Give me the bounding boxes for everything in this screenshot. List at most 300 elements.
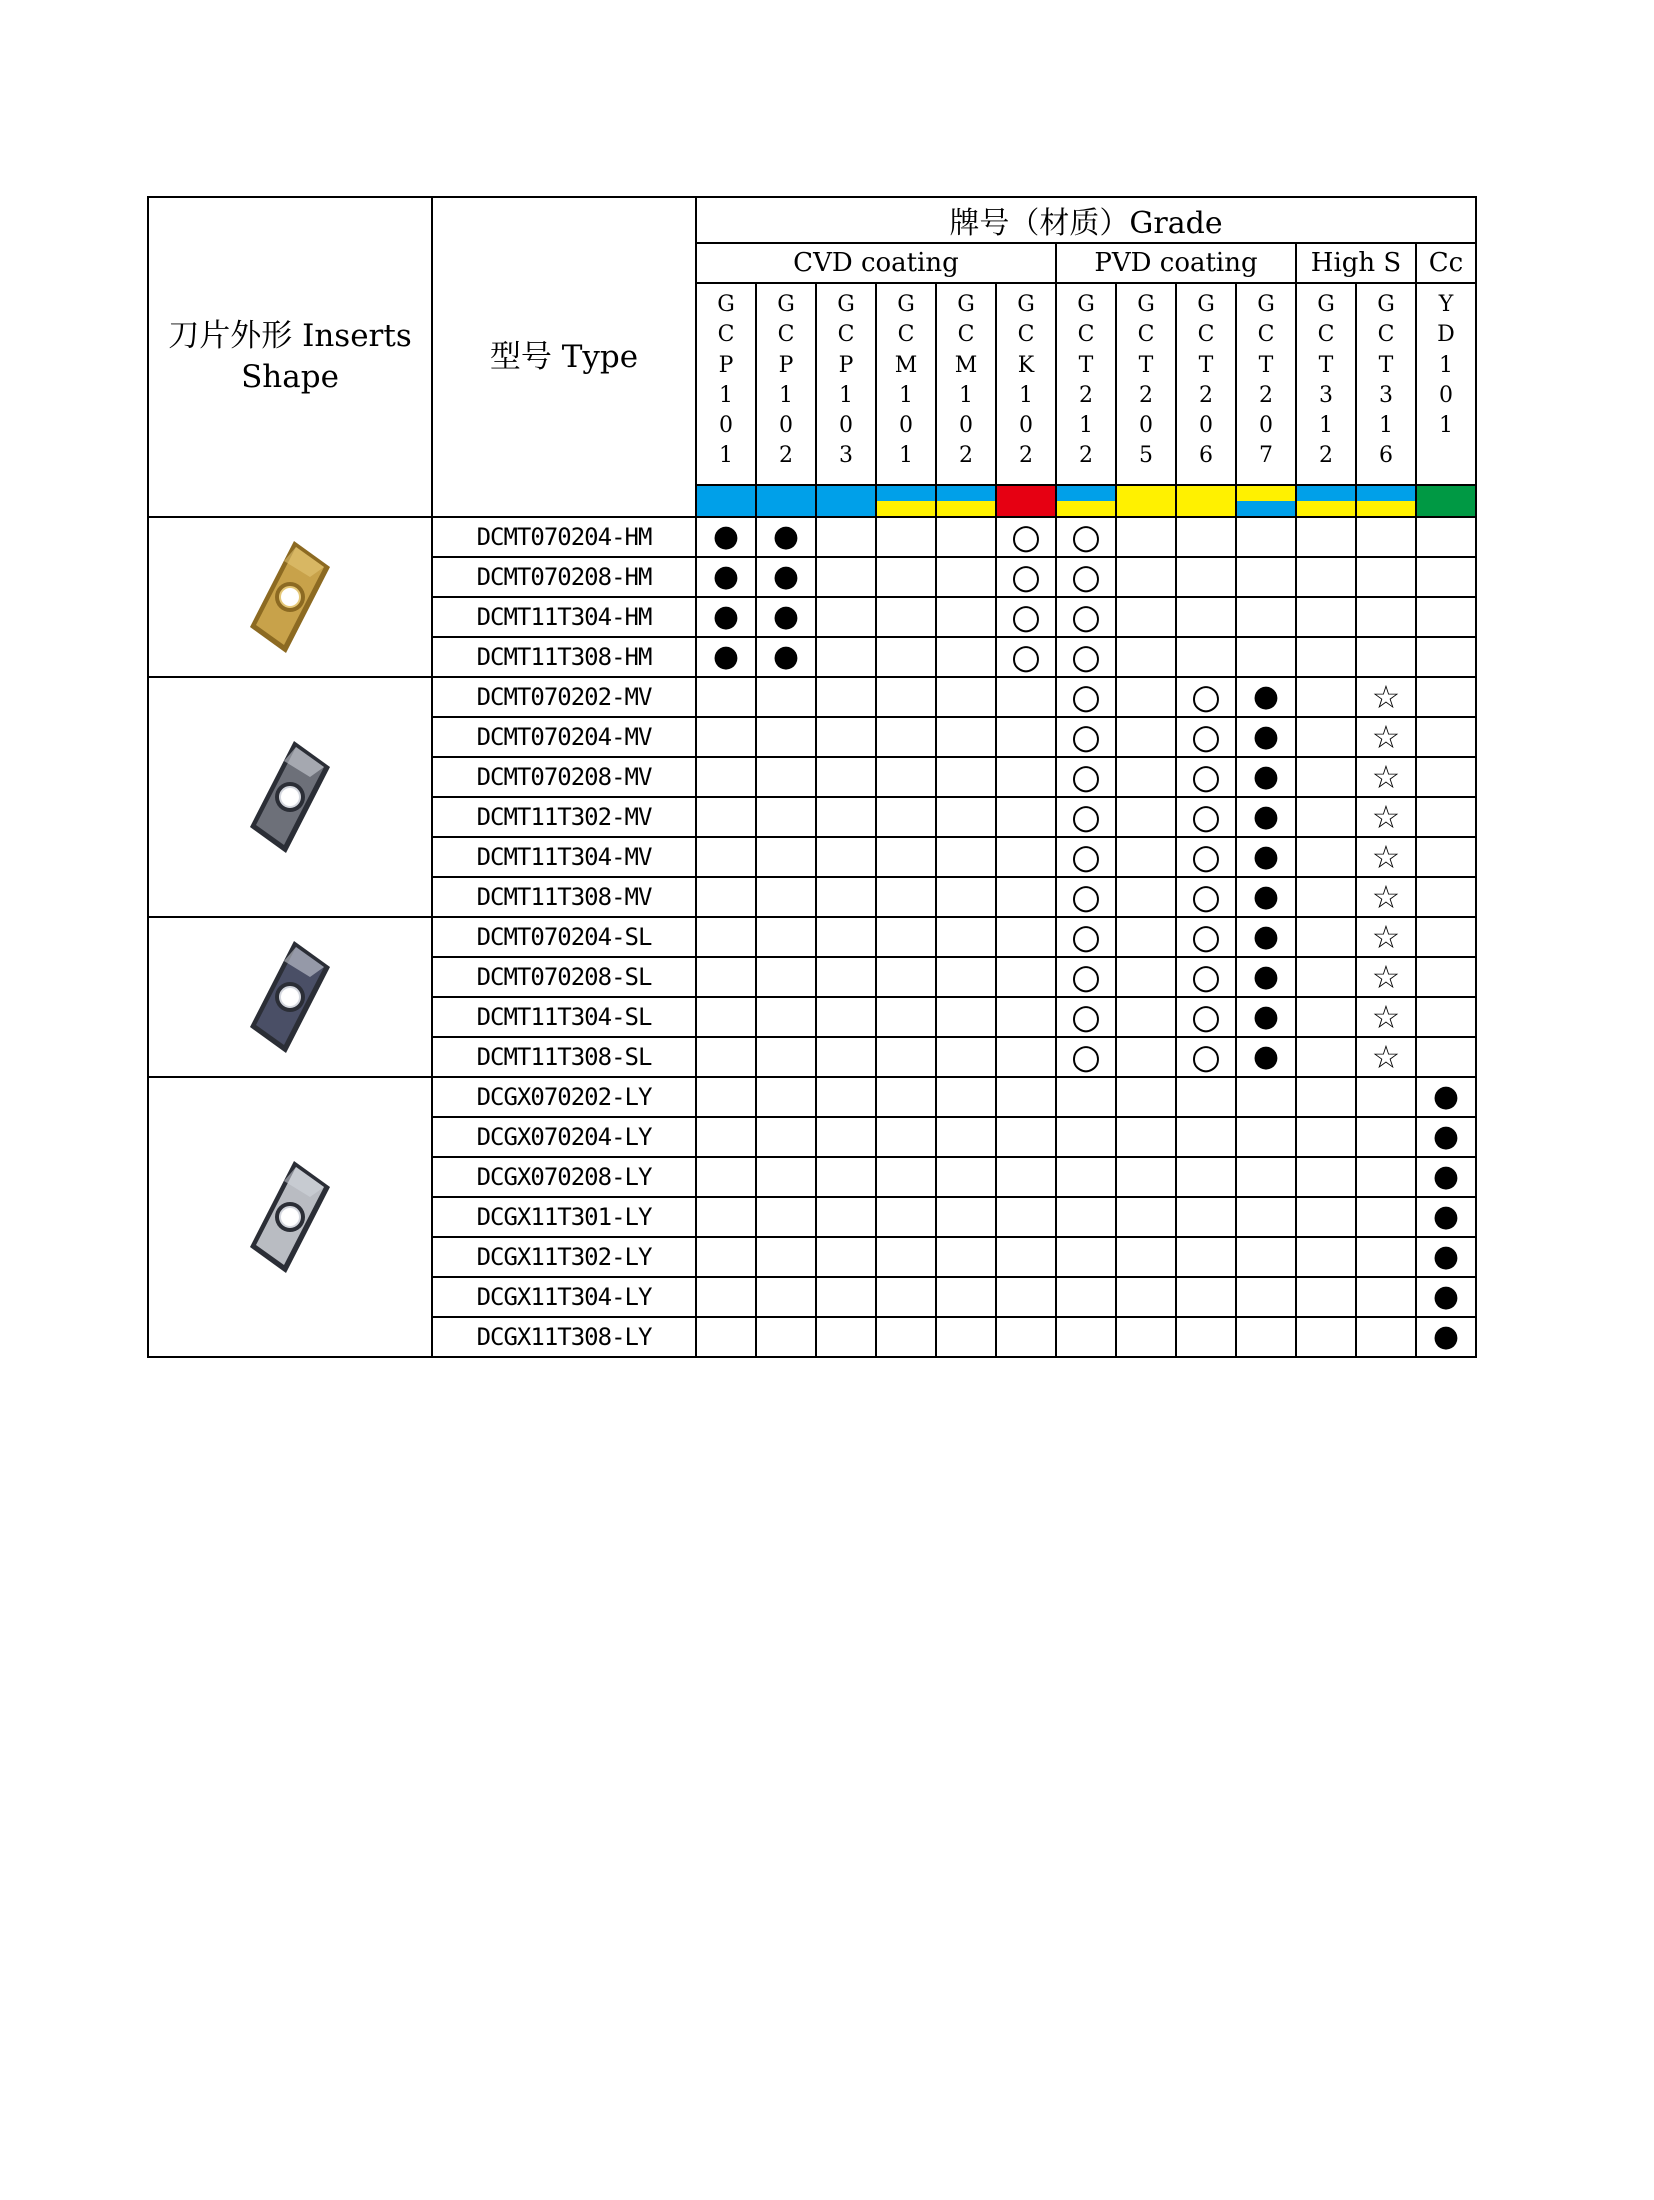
filled-circle-icon: ● xyxy=(712,599,740,634)
grade-cell-GCM101 xyxy=(876,1077,936,1117)
grade-cell-GCM101 xyxy=(876,997,936,1037)
grade-cell-GCK102 xyxy=(996,917,1056,957)
insert-type: DCGX11T308-LY xyxy=(432,1317,696,1357)
star-icon: ☆ xyxy=(1371,838,1401,876)
grade-code-GCK102 xyxy=(996,283,1056,485)
grade-cell-YD101 xyxy=(1416,1077,1476,1117)
grade-cell-GCT207 xyxy=(1236,1197,1296,1237)
insert-type: DCGX11T304-LY xyxy=(432,1277,696,1317)
grade-code-text: G C T 2 0 7 xyxy=(1257,292,1275,469)
grade-code-GCT207 xyxy=(1236,283,1296,485)
grade-cell-GCT207 xyxy=(1236,877,1296,917)
open-circle-icon: ○ xyxy=(1011,557,1041,597)
star-icon: ☆ xyxy=(1371,678,1401,716)
filled-circle-icon: ● xyxy=(1252,999,1280,1034)
open-circle-icon: ○ xyxy=(1191,677,1221,717)
grade-cell-GCT316 xyxy=(1356,1197,1416,1237)
grade-code-text: G C M 1 0 2 xyxy=(954,292,978,469)
grade-cell-GCP101 xyxy=(696,797,756,837)
grade-cell-YD101 xyxy=(1416,957,1476,997)
type-header: 型号 Type xyxy=(432,197,696,517)
grade-cell-GCT207 xyxy=(1236,757,1296,797)
grade-cell-GCP102 xyxy=(756,917,816,957)
grade-cell-GCT206 xyxy=(1176,997,1236,1037)
grade-cell-GCP101 xyxy=(696,917,756,957)
grade-cell-GCP103 xyxy=(816,1157,876,1197)
grade-cell-GCT206 xyxy=(1176,1317,1236,1357)
grade-cell-GCM101 xyxy=(876,837,936,877)
grade-cell-GCT312 xyxy=(1296,597,1356,637)
grade-cell-GCM101 xyxy=(876,677,936,717)
grade-color-bar xyxy=(1116,485,1176,517)
grade-cell-GCP102 xyxy=(756,677,816,717)
grade-cell-GCT312 xyxy=(1296,997,1356,1037)
grade-cell-GCP101 xyxy=(696,677,756,717)
grade-cell-GCM101 xyxy=(876,717,936,757)
open-circle-icon: ○ xyxy=(1071,717,1101,757)
open-circle-icon: ○ xyxy=(1011,597,1041,637)
grade-cell-GCT212 xyxy=(1056,597,1116,637)
grade-cell-GCT207 xyxy=(1236,797,1296,837)
grey-rhombic-insert-icon xyxy=(149,737,431,857)
grade-cell-GCT205 xyxy=(1116,717,1176,757)
grade-cell-GCT207 xyxy=(1236,957,1296,997)
star-icon: ☆ xyxy=(1371,998,1401,1036)
open-circle-icon: ○ xyxy=(1071,837,1101,877)
insert-type: DCGX070208-LY xyxy=(432,1157,696,1197)
grade-cell-GCT212 xyxy=(1056,1157,1116,1197)
grade-cell-YD101 xyxy=(1416,1157,1476,1197)
insert-type: DCMT11T308-HM xyxy=(432,637,696,677)
grade-cell-GCP102 xyxy=(756,1317,816,1357)
grade-code-GCP103 xyxy=(816,283,876,485)
grade-cell-GCM102 xyxy=(936,1317,996,1357)
open-circle-icon: ○ xyxy=(1011,637,1041,677)
filled-circle-icon: ● xyxy=(1252,759,1280,794)
grade-color-bar xyxy=(1176,485,1236,517)
shape-header-line-1: 刀片外形 Inserts xyxy=(168,318,412,354)
star-icon: ☆ xyxy=(1371,758,1401,796)
grade-cell-GCT316 xyxy=(1356,1157,1416,1197)
grade-cell-GCP103 xyxy=(816,1317,876,1357)
grade-cell-GCT205 xyxy=(1116,1237,1176,1277)
grade-cell-GCT207 xyxy=(1236,1117,1296,1157)
grade-cell-GCP102 xyxy=(756,637,816,677)
grade-cell-GCT207 xyxy=(1236,717,1296,757)
grade-cell-GCM102 xyxy=(936,1277,996,1317)
filled-circle-icon: ● xyxy=(1432,1279,1460,1314)
grade-cell-GCT206 xyxy=(1176,957,1236,997)
filled-circle-icon: ● xyxy=(1252,919,1280,954)
grade-cell-YD101 xyxy=(1416,557,1476,597)
grade-cell-GCP102 xyxy=(756,1077,816,1117)
insert-type: DCMT070208-MV xyxy=(432,757,696,797)
grade-cell-GCT312 xyxy=(1296,917,1356,957)
grade-code-text: G C T 2 0 6 xyxy=(1197,292,1215,469)
grade-cell-GCT212 xyxy=(1056,1197,1116,1237)
grade-cell-GCT312 xyxy=(1296,557,1356,597)
grade-cell-GCT205 xyxy=(1116,797,1176,837)
star-icon: ☆ xyxy=(1371,798,1401,836)
filled-circle-icon: ● xyxy=(712,639,740,674)
open-circle-icon: ○ xyxy=(1071,757,1101,797)
open-circle-icon: ○ xyxy=(1071,637,1101,677)
grade-cell-GCT206 xyxy=(1176,917,1236,957)
grade-cell-GCP102 xyxy=(756,1157,816,1197)
grade-cell-GCK102 xyxy=(996,677,1056,717)
grade-cell-GCP103 xyxy=(816,517,876,557)
grade-cell-GCT316 xyxy=(1356,997,1416,1037)
grade-cell-GCT205 xyxy=(1116,1197,1176,1237)
grade-cell-GCT312 xyxy=(1296,1077,1356,1117)
grade-cell-GCT206 xyxy=(1176,1117,1236,1157)
grade-cell-GCP103 xyxy=(816,957,876,997)
grade-cell-GCP102 xyxy=(756,837,816,877)
grade-cell-GCM102 xyxy=(936,877,996,917)
grade-code-GCT212 xyxy=(1056,283,1116,485)
insert-type: DCMT11T302-MV xyxy=(432,797,696,837)
grade-cell-GCP102 xyxy=(756,517,816,557)
grade-cell-GCP101 xyxy=(696,837,756,877)
grade-cell-GCT212 xyxy=(1056,717,1116,757)
grade-color-bar xyxy=(876,485,936,517)
grade-cell-GCT316 xyxy=(1356,917,1416,957)
grade-cell-GCT205 xyxy=(1116,1117,1176,1157)
grade-color-bar xyxy=(1296,485,1356,517)
grade-cell-YD101 xyxy=(1416,797,1476,837)
grade-cell-GCT312 xyxy=(1296,1117,1356,1157)
grade-cell-GCT316 xyxy=(1356,1317,1416,1357)
grade-group-1: PVD coating xyxy=(1056,243,1296,283)
grade-cell-GCP103 xyxy=(816,757,876,797)
grade-cell-YD101 xyxy=(1416,597,1476,637)
grade-cell-GCT207 xyxy=(1236,1277,1296,1317)
open-circle-icon: ○ xyxy=(1191,797,1221,837)
grade-cell-GCT207 xyxy=(1236,917,1296,957)
grade-color-bar xyxy=(756,485,816,517)
grade-cell-GCT205 xyxy=(1116,757,1176,797)
grade-code-YD101 xyxy=(1416,283,1476,485)
grade-cell-GCP101 xyxy=(696,757,756,797)
open-circle-icon: ○ xyxy=(1191,917,1221,957)
grade-cell-GCP103 xyxy=(816,997,876,1037)
open-circle-icon: ○ xyxy=(1191,877,1221,917)
insert-type: DCGX070204-LY xyxy=(432,1117,696,1157)
grade-cell-GCM101 xyxy=(876,597,936,637)
grade-cell-GCM102 xyxy=(936,957,996,997)
grade-cell-GCT205 xyxy=(1116,1077,1176,1117)
grade-cell-GCP103 xyxy=(816,877,876,917)
grade-cell-GCP101 xyxy=(696,557,756,597)
grade-cell-GCM101 xyxy=(876,1117,936,1157)
grade-cell-GCT205 xyxy=(1116,1157,1176,1197)
grade-cell-YD101 xyxy=(1416,917,1476,957)
grade-cell-GCP102 xyxy=(756,717,816,757)
grade-cell-GCK102 xyxy=(996,1237,1056,1277)
grade-cell-GCT207 xyxy=(1236,1037,1296,1077)
grade-cell-GCP103 xyxy=(816,717,876,757)
grade-cell-GCT316 xyxy=(1356,757,1416,797)
grade-cell-GCM102 xyxy=(936,1237,996,1277)
filled-circle-icon: ● xyxy=(1252,959,1280,994)
grade-cell-GCT212 xyxy=(1056,1037,1116,1077)
shape-header xyxy=(148,197,432,517)
grade-cell-YD101 xyxy=(1416,997,1476,1037)
grade-cell-GCT312 xyxy=(1296,797,1356,837)
grade-cell-GCT207 xyxy=(1236,1077,1296,1117)
grade-cell-GCT207 xyxy=(1236,837,1296,877)
grade-cell-GCP101 xyxy=(696,1197,756,1237)
open-circle-icon: ○ xyxy=(1191,837,1221,877)
grade-cell-GCT212 xyxy=(1056,917,1116,957)
star-icon: ☆ xyxy=(1371,958,1401,996)
grade-cell-GCM101 xyxy=(876,1277,936,1317)
table-row xyxy=(148,1077,1476,1117)
grade-cell-GCT312 xyxy=(1296,1157,1356,1197)
filled-circle-icon: ● xyxy=(1252,799,1280,834)
grade-cell-GCP101 xyxy=(696,1037,756,1077)
grade-cell-GCM101 xyxy=(876,637,936,677)
grade-cell-GCT206 xyxy=(1176,1037,1236,1077)
grade-cell-GCM102 xyxy=(936,1037,996,1077)
grade-code-GCT316 xyxy=(1356,283,1416,485)
filled-circle-icon: ● xyxy=(1432,1199,1460,1234)
grade-cell-GCT312 xyxy=(1296,1317,1356,1357)
grade-color-bar xyxy=(1416,485,1476,517)
grade-code-text: G C M 1 0 1 xyxy=(894,292,918,469)
open-circle-icon: ○ xyxy=(1071,557,1101,597)
grade-code-text: G C P 1 0 1 xyxy=(717,292,735,469)
grade-cell-GCT206 xyxy=(1176,517,1236,557)
grade-cell-GCT212 xyxy=(1056,1077,1116,1117)
grade-cell-GCP103 xyxy=(816,1197,876,1237)
grade-cell-YD101 xyxy=(1416,1277,1476,1317)
grade-color-bar xyxy=(1056,485,1116,517)
grade-cell-GCT205 xyxy=(1116,677,1176,717)
open-circle-icon: ○ xyxy=(1011,517,1041,557)
grade-cell-GCP101 xyxy=(696,957,756,997)
grade-code-text: G C T 2 0 5 xyxy=(1137,292,1155,469)
grade-cell-GCP102 xyxy=(756,557,816,597)
grade-cell-GCK102 xyxy=(996,1157,1056,1197)
filled-circle-icon: ● xyxy=(1252,879,1280,914)
grade-cell-GCT316 xyxy=(1356,1037,1416,1077)
grade-cell-GCT212 xyxy=(1056,1237,1116,1277)
grade-cell-GCP101 xyxy=(696,1237,756,1277)
grade-cell-GCK102 xyxy=(996,1277,1056,1317)
grade-cell-GCT207 xyxy=(1236,597,1296,637)
grade-cell-GCM101 xyxy=(876,1197,936,1237)
grade-code-text: Y D 1 0 1 xyxy=(1437,292,1455,439)
grade-cell-YD101 xyxy=(1416,837,1476,877)
grade-code-GCM101 xyxy=(876,283,936,485)
grade-cell-GCT212 xyxy=(1056,1117,1116,1157)
table-row xyxy=(148,677,1476,717)
grade-cell-GCT206 xyxy=(1176,757,1236,797)
grade-cell-GCK102 xyxy=(996,1117,1056,1157)
grade-cell-GCT205 xyxy=(1116,557,1176,597)
insert-type: DCMT070204-HM xyxy=(432,517,696,557)
grade-cell-YD101 xyxy=(1416,1197,1476,1237)
star-icon: ☆ xyxy=(1371,878,1401,916)
grade-code-GCT312 xyxy=(1296,283,1356,485)
grade-cell-GCT205 xyxy=(1116,1317,1176,1357)
grade-cell-GCP103 xyxy=(816,1077,876,1117)
grade-cell-GCM102 xyxy=(936,797,996,837)
grade-cell-GCP101 xyxy=(696,637,756,677)
grade-cell-GCK102 xyxy=(996,877,1056,917)
grade-cell-GCT316 xyxy=(1356,637,1416,677)
grade-code-text: G C T 3 1 6 xyxy=(1377,292,1395,469)
grade-cell-GCP103 xyxy=(816,797,876,837)
open-circle-icon: ○ xyxy=(1071,877,1101,917)
grade-cell-GCT212 xyxy=(1056,677,1116,717)
shape-header-line-2: Shape xyxy=(241,359,339,395)
grade-cell-GCT205 xyxy=(1116,917,1176,957)
grade-cell-YD101 xyxy=(1416,517,1476,557)
grade-cell-GCT205 xyxy=(1116,877,1176,917)
grade-cell-GCT207 xyxy=(1236,517,1296,557)
grade-cell-GCK102 xyxy=(996,997,1056,1037)
grade-cell-GCT206 xyxy=(1176,557,1236,597)
star-icon: ☆ xyxy=(1371,718,1401,756)
grade-cell-GCP101 xyxy=(696,1117,756,1157)
grade-cell-GCM102 xyxy=(936,1157,996,1197)
grade-cell-GCP101 xyxy=(696,717,756,757)
grade-group-3: Cc xyxy=(1416,243,1476,283)
grade-cell-GCK102 xyxy=(996,1197,1056,1237)
grade-cell-GCM101 xyxy=(876,957,936,997)
insert-type: DCGX11T301-LY xyxy=(432,1197,696,1237)
grade-cell-GCM101 xyxy=(876,557,936,597)
grade-cell-GCT206 xyxy=(1176,677,1236,717)
grade-cell-GCM101 xyxy=(876,877,936,917)
grade-cell-GCT212 xyxy=(1056,837,1116,877)
grade-cell-GCP101 xyxy=(696,997,756,1037)
grade-cell-GCM102 xyxy=(936,677,996,717)
grade-cell-GCM102 xyxy=(936,837,996,877)
grade-cell-GCP103 xyxy=(816,837,876,877)
grade-cell-YD101 xyxy=(1416,1117,1476,1157)
grade-cell-YD101 xyxy=(1416,637,1476,677)
dark-rhombic-insert-icon xyxy=(149,937,431,1057)
silver-rhombic-insert-icon xyxy=(149,1157,431,1277)
filled-circle-icon: ● xyxy=(772,559,800,594)
filled-circle-icon: ● xyxy=(1252,839,1280,874)
grade-cell-YD101 xyxy=(1416,1037,1476,1077)
grade-color-bar xyxy=(996,485,1056,517)
grade-cell-GCT312 xyxy=(1296,677,1356,717)
grade-cell-GCM101 xyxy=(876,797,936,837)
grade-code-GCP101 xyxy=(696,283,756,485)
grade-cell-GCM101 xyxy=(876,757,936,797)
grade-cell-GCT316 xyxy=(1356,1117,1416,1157)
table-row xyxy=(148,917,1476,957)
filled-circle-icon: ● xyxy=(1252,719,1280,754)
filled-circle-icon: ● xyxy=(712,559,740,594)
grade-cell-GCP101 xyxy=(696,1277,756,1317)
insert-type: DCMT11T304-HM xyxy=(432,597,696,637)
grade-cell-GCP102 xyxy=(756,1277,816,1317)
grade-cell-GCT212 xyxy=(1056,1277,1116,1317)
filled-circle-icon: ● xyxy=(1432,1319,1460,1354)
open-circle-icon: ○ xyxy=(1071,517,1101,557)
grade-cell-GCP101 xyxy=(696,877,756,917)
grade-cell-GCP103 xyxy=(816,677,876,717)
grade-code-text: G C T 3 1 2 xyxy=(1317,292,1335,469)
grade-cell-GCT316 xyxy=(1356,517,1416,557)
grade-group-2: High S xyxy=(1296,243,1416,283)
grade-cell-GCK102 xyxy=(996,1037,1056,1077)
grade-cell-GCP103 xyxy=(816,637,876,677)
grade-code-GCT205 xyxy=(1116,283,1176,485)
grade-cell-GCK102 xyxy=(996,957,1056,997)
grade-cell-GCK102 xyxy=(996,1077,1056,1117)
grade-cell-GCT212 xyxy=(1056,797,1116,837)
grade-cell-GCP102 xyxy=(756,757,816,797)
grade-cell-GCT212 xyxy=(1056,557,1116,597)
grade-cell-GCM101 xyxy=(876,1157,936,1197)
insert-type: DCMT070204-MV xyxy=(432,717,696,757)
grade-cell-GCT212 xyxy=(1056,877,1116,917)
grade-cell-GCT312 xyxy=(1296,877,1356,917)
grade-cell-GCP102 xyxy=(756,1237,816,1277)
grade-cell-GCT312 xyxy=(1296,517,1356,557)
grade-cell-GCT312 xyxy=(1296,957,1356,997)
grade-cell-GCT205 xyxy=(1116,1037,1176,1077)
grade-cell-GCT207 xyxy=(1236,557,1296,597)
grade-cell-GCM102 xyxy=(936,1077,996,1117)
insert-type: DCMT070208-SL xyxy=(432,957,696,997)
grade-code-GCM102 xyxy=(936,283,996,485)
grade-code-GCT206 xyxy=(1176,283,1236,485)
grade-cell-GCK102 xyxy=(996,757,1056,797)
grade-cell-GCP102 xyxy=(756,1197,816,1237)
grade-cell-YD101 xyxy=(1416,1317,1476,1357)
grade-cell-GCP101 xyxy=(696,1317,756,1357)
insert-type: DCMT11T304-MV xyxy=(432,837,696,877)
grade-cell-GCT207 xyxy=(1236,1237,1296,1277)
grade-header: 牌号（材质）Grade xyxy=(696,197,1476,243)
grade-cell-GCP102 xyxy=(756,597,816,637)
filled-circle-icon: ● xyxy=(1432,1239,1460,1274)
grade-cell-GCT207 xyxy=(1236,677,1296,717)
grade-cell-GCP102 xyxy=(756,957,816,997)
grade-cell-GCT312 xyxy=(1296,637,1356,677)
grade-color-bar xyxy=(1356,485,1416,517)
open-circle-icon: ○ xyxy=(1071,957,1101,997)
grade-cell-GCT207 xyxy=(1236,1317,1296,1357)
open-circle-icon: ○ xyxy=(1071,997,1101,1037)
grade-cell-GCK102 xyxy=(996,1317,1056,1357)
grade-cell-GCT206 xyxy=(1176,1237,1236,1277)
grade-cell-GCK102 xyxy=(996,597,1056,637)
grade-cell-GCK102 xyxy=(996,637,1056,677)
grade-cell-GCM102 xyxy=(936,637,996,677)
filled-circle-icon: ● xyxy=(1252,679,1280,714)
grade-cell-GCM102 xyxy=(936,717,996,757)
insert-type: DCMT070204-SL xyxy=(432,917,696,957)
grade-cell-GCM102 xyxy=(936,757,996,797)
grade-cell-GCT205 xyxy=(1116,517,1176,557)
grade-cell-GCT205 xyxy=(1116,997,1176,1037)
grade-cell-GCT312 xyxy=(1296,717,1356,757)
insert-type: DCGX070202-LY xyxy=(432,1077,696,1117)
open-circle-icon: ○ xyxy=(1071,1037,1101,1077)
grade-cell-GCT212 xyxy=(1056,517,1116,557)
grade-cell-GCM101 xyxy=(876,1237,936,1277)
grade-cell-YD101 xyxy=(1416,677,1476,717)
